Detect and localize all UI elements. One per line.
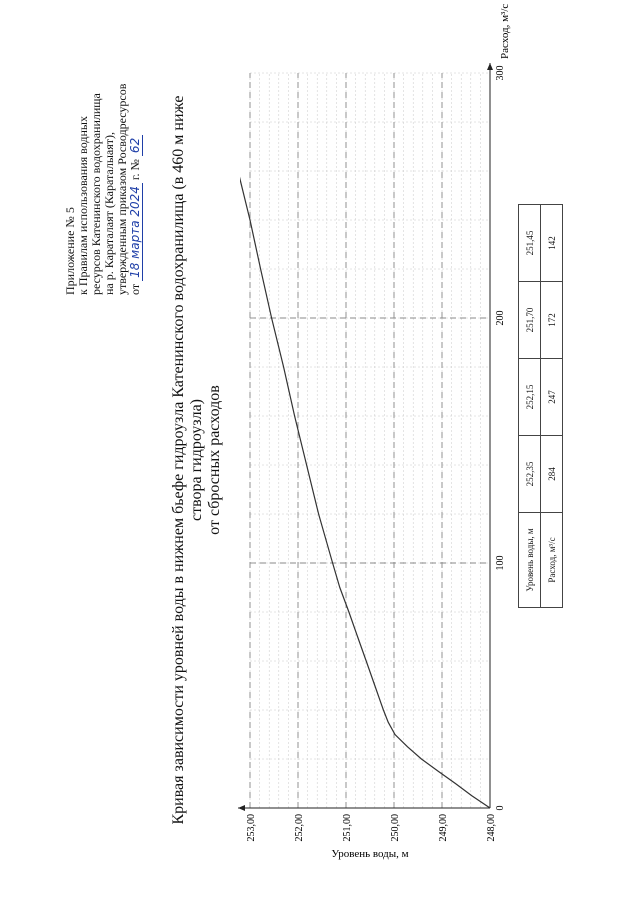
table-cell: 252,35 bbox=[519, 436, 541, 513]
y-tick-label: 248,00 bbox=[486, 814, 497, 842]
appendix-line: Приложение № 5 bbox=[63, 207, 77, 295]
y-tick-label: 252,00 bbox=[294, 814, 305, 842]
table-cell: 251,70 bbox=[519, 282, 541, 359]
appendix-line: утвержденным приказом Росводресурсов bbox=[115, 83, 129, 295]
y-tick-label: 250,00 bbox=[390, 814, 401, 842]
chart-ticks bbox=[246, 66, 506, 842]
table-row-header: Уровень воды, м bbox=[519, 513, 541, 608]
appendix-line: ресурсов Катенинского водохранилища bbox=[89, 93, 103, 295]
table-cell: 252,15 bbox=[519, 359, 541, 436]
y-axis-arrow bbox=[238, 805, 245, 811]
handwritten-date: 18 марта 2024 bbox=[128, 183, 143, 281]
x-axis-arrow bbox=[487, 63, 493, 70]
table-cell: 142 bbox=[541, 205, 563, 282]
y-tick-label: 253,00 bbox=[246, 814, 257, 842]
appendix-year-number: г. № bbox=[128, 159, 142, 181]
y-tick-label: 249,00 bbox=[438, 814, 449, 842]
x-tick-label: 100 bbox=[495, 555, 506, 571]
y-tick-label: 251,00 bbox=[342, 814, 353, 842]
chart-title-line: от сбросных расходов bbox=[206, 385, 223, 535]
appendix-line: на р. Караталаят (Караталыаят), bbox=[102, 132, 116, 295]
chart-grid bbox=[250, 73, 490, 808]
table-cell: 251,45 bbox=[519, 205, 541, 282]
x-tick-label: 300 bbox=[495, 65, 506, 81]
table-row bbox=[541, 205, 563, 608]
table-row-header: Расход, м³/с bbox=[541, 513, 563, 608]
y-axis-label: Уровень воды, м bbox=[331, 848, 409, 860]
table-cell: 172 bbox=[541, 282, 563, 359]
series-line bbox=[218, 80, 490, 808]
handwritten-number: 62 bbox=[128, 135, 143, 156]
table-cell: 284 bbox=[541, 436, 563, 513]
x-tick-label: 200 bbox=[495, 310, 506, 326]
table-cell: 247 bbox=[541, 359, 563, 436]
appendix-from: от bbox=[128, 283, 142, 295]
chart-title-line: Кривая зависимости уровней воды в нижнем бьефе гидроузла Катенинского водохранилища (в 460 м ниже створа гидроузла) bbox=[170, 95, 205, 825]
chart-axes bbox=[238, 63, 493, 811]
x-axis-label: Расход, м³/с bbox=[499, 3, 511, 59]
data-table bbox=[518, 204, 563, 608]
chart-series bbox=[218, 80, 490, 808]
table-row bbox=[519, 205, 541, 608]
x-tick-label: 0 bbox=[495, 805, 506, 811]
appendix-line: к Правилам использования водных bbox=[76, 116, 90, 295]
